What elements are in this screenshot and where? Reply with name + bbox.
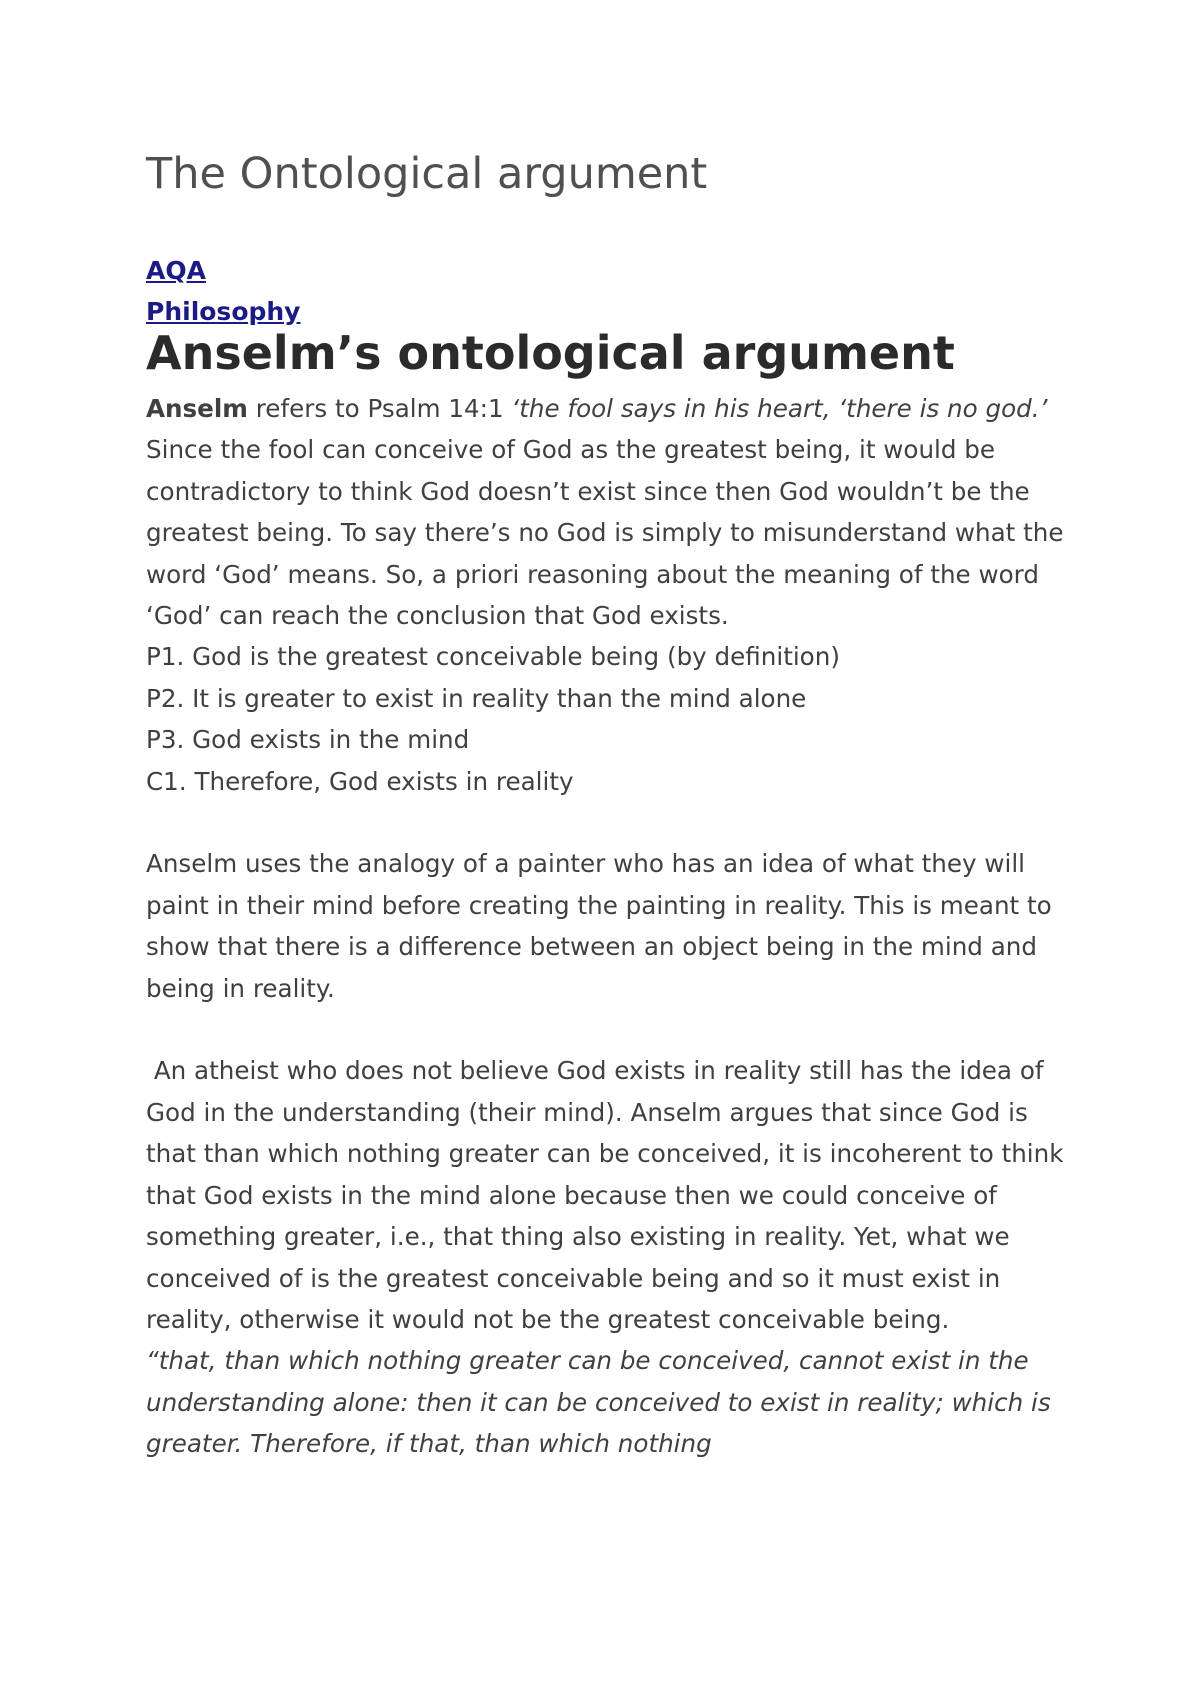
conclusion: C1. Therefore, God exists in reality	[146, 766, 574, 796]
premise-2: P2. It is greater to exist in reality than the mind alone	[146, 683, 807, 713]
link-philosophy[interactable]: Philosophy	[146, 297, 301, 326]
section-heading: Anselm’s ontological argument	[146, 326, 955, 380]
intro-rest: Since the fool can conceive of God as the greatest being, it would be contradictory to think God doesn’t exist since then God wouldn’t be the greatest being. To say there’s no God is simply to misunderstand what the word ‘God’ means. So, a priori reasoning about the meaning of the word ‘God’ can reach the conclusion that God exists.	[146, 435, 1064, 631]
painter-paragraph: Anselm uses the analogy of a painter who has an idea of what they will paint in their mind before creating the painting in reality. This is meant to show that there is a difference between an object being in the mind and being in reality.	[146, 849, 1052, 1003]
atheist-paragraph: An atheist who does not believe God exists in reality still has the idea of God in the understanding (their mind). Anselm argues that since God is that than which nothing greater can be conceived, it is incoherent to think that God exists in the mind alone because then we could conceive of something greater, i.e., that thing also existing in reality. Yet, what we conceived of is the greatest conceivable being and so it must exist in reality, otherwise it would not be the greatest conceivable being.	[146, 1056, 1072, 1334]
premise-1: P1. God is the greatest conceivable being (by definition)	[146, 642, 840, 672]
spacer	[146, 802, 1076, 843]
document-title: The Ontological argument	[146, 149, 708, 199]
psalm-quote: ‘the fool says in his heart, ‘there is no god.’	[511, 394, 1048, 423]
closing-quote: “that, than which nothing greater can be conceived, cannot exist in the understanding alone: then it can be conceived to exist in reality; which is greater. Therefore, if that, than which nothing	[146, 1346, 1051, 1459]
category-links	[146, 250, 300, 332]
premise-3: P3. God exists in the mind	[146, 725, 470, 755]
intro-paragraph	[146, 388, 1076, 636]
intro-lead: refers to Psalm 14:1	[247, 394, 512, 423]
intro-term: Anselm	[146, 394, 248, 423]
link-aqa[interactable]: AQA	[146, 256, 206, 285]
document-body	[146, 388, 1076, 1465]
spacer	[146, 1009, 1076, 1050]
